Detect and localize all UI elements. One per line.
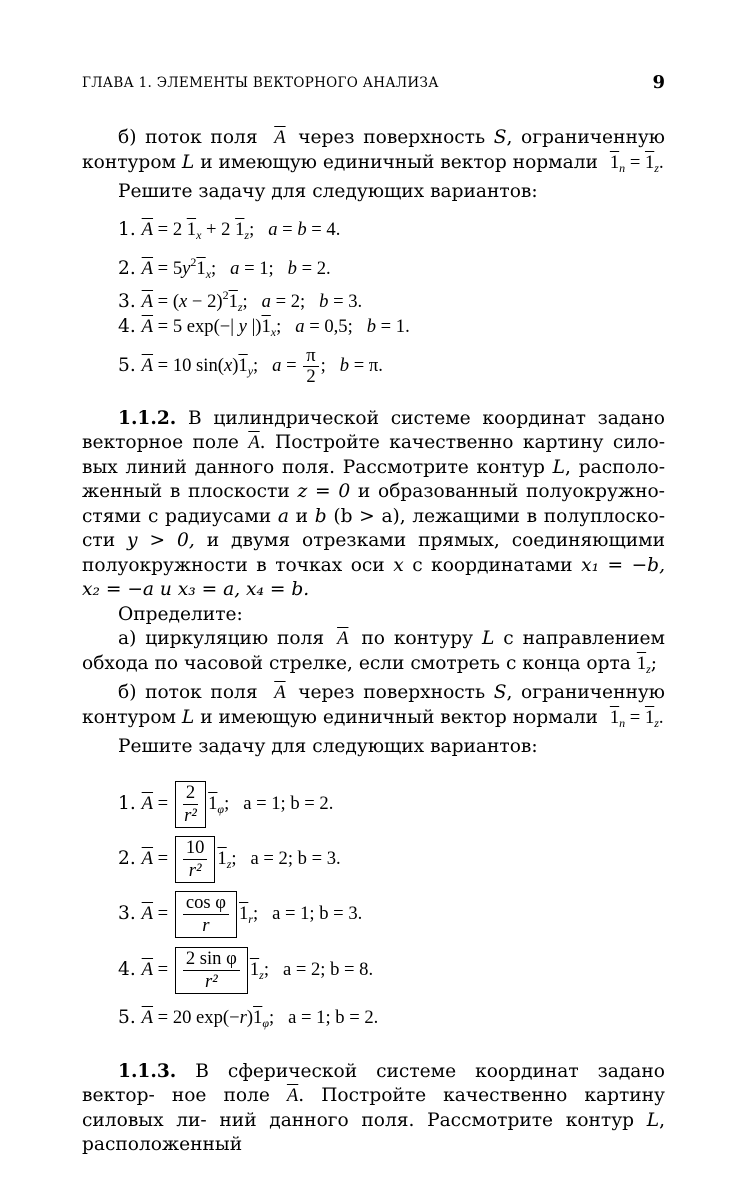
- fraction-numerator: cos φ: [183, 892, 229, 915]
- text-fragment: с координатами: [412, 554, 573, 576]
- text-fragment: , ограниченную: [506, 127, 665, 148]
- half-plane-condition: y > 0,: [127, 530, 195, 551]
- text-fragment: обхода по часовой стрелке, если смотреть с конца орта: [82, 652, 631, 674]
- text-fragment: через поверхность: [298, 127, 486, 148]
- plane-equation: z = 0: [297, 481, 351, 502]
- text-fragment: с направлением: [503, 628, 665, 649]
- text-fragment: а) циркуляцию поля: [118, 628, 325, 649]
- variant-1-3: [82, 279, 665, 314]
- text-fragment: и образованный полуокружно-: [357, 481, 665, 502]
- text-fragment: . Постройте качественно картину силовых ли-: [82, 1085, 665, 1131]
- text-fragment: (b > a), лежащими в полуплоско-: [333, 505, 665, 527]
- variant-params: a = 1; b = 2.: [243, 792, 334, 814]
- text-fragment: по контуру: [361, 628, 474, 649]
- text-fragment: В цилиндрической системе координат задано: [187, 407, 665, 429]
- variant-number: 4.: [118, 958, 136, 980]
- variant-expression: $\overline{A}$ = $\frac{2}{\text{r²}}$ $1_\varphi$; a = 1; b = 2.: [141, 781, 334, 826]
- variant-expression: $\overline{A}$ = $\frac{\text{cos φ}}{r}$ $1_r$; a = 1; b = 3.: [141, 891, 363, 936]
- variant-expression: $\overline{A} = 20$ $\exp(-r)1_\varphi$; a = 1; b = 2.: [141, 1006, 379, 1030]
- period: .: [658, 151, 664, 173]
- variant-number: 4.: [118, 315, 136, 337]
- variant-expression: $\overline{A}$ = $\frac{10}{\text{r²}}$ $1_z$; a = 2; b = 3.: [141, 836, 341, 881]
- text-fragment: стями с радиусами: [82, 505, 272, 527]
- contour-L: L: [181, 151, 195, 173]
- text-fragment: через поверхность: [298, 682, 486, 703]
- unit-subscript: r: [248, 911, 253, 926]
- fraction-numerator: 2 sin φ: [183, 948, 240, 971]
- problem-1-1-3: [82, 1060, 665, 1158]
- normal-equation: $1_n = 1_z$.: [609, 706, 664, 730]
- text-fragment: б) поток поля: [118, 682, 258, 703]
- vector-A: $\overline{A}$: [248, 432, 260, 453]
- text-fragment: В сферической системе координат задано вектор-: [82, 1060, 665, 1106]
- problem-number: 1.1.3.: [118, 1060, 177, 1082]
- text-fragment: ное поле: [171, 1085, 270, 1106]
- radius-b: b: [314, 505, 327, 527]
- variant-number: 3.: [118, 290, 136, 312]
- vector-A: $\overline{A}$: [337, 628, 349, 649]
- problem-1-1-3-text: [82, 1060, 665, 1158]
- variants-list-1: [82, 215, 665, 389]
- problem-1-1-2: [82, 407, 665, 760]
- variant-number: 1.: [118, 792, 136, 814]
- problem-number: 1.1.2.: [118, 407, 177, 429]
- variant-params: a = 1; b = 2.: [288, 1006, 379, 1028]
- variant-1-2: [82, 245, 665, 279]
- bracket: [175, 891, 237, 938]
- variant-2-3: [82, 886, 665, 942]
- vector-A: $\overline{A}$: [286, 1085, 299, 1106]
- part-b-flux-1-line1: [82, 126, 665, 151]
- unit-subscript: z: [226, 856, 232, 871]
- problem-1-1-2-text: [82, 407, 665, 603]
- text-fragment: женный в плоскости: [82, 481, 290, 502]
- radius-a: a: [277, 505, 289, 527]
- text-fragment: сти: [82, 530, 116, 551]
- variant-expression: $\overline{A} = (x - 2)^21_z$; a = 2; b = 3.: [141, 287, 363, 314]
- page-number: 9: [652, 72, 665, 93]
- vector-A: $\overline{A}$: [274, 127, 286, 148]
- equals-sign: =: [629, 151, 641, 173]
- variants-list-2: [82, 776, 665, 1038]
- fraction-denominator: r²: [184, 804, 197, 826]
- solve-instruction-1: Решите задачу для следующих вариантов:: [118, 181, 538, 202]
- variant-expression: $\overline{A} = 5$ exp(−| y $|)1_x$; a = 0,5; b = 1.: [141, 315, 410, 339]
- unit-vector: 1: [644, 151, 655, 173]
- variant-params: a = 1; b = 3.: [272, 902, 363, 924]
- text-fragment: полуокружности в точках оси: [82, 554, 385, 576]
- text-fragment: и двумя отрезками прямых, соединяющими: [206, 530, 665, 551]
- fraction-denominator: r²: [204, 970, 218, 992]
- variant-2-4: [82, 942, 665, 998]
- text-fragment: контуром: [82, 151, 176, 173]
- variant-2-2: [82, 832, 665, 886]
- variant-number: 1.: [118, 218, 136, 240]
- text-fragment: контуром: [82, 706, 176, 728]
- coordinate-x1: x₁ = −b,: [581, 554, 665, 576]
- variant-number: 3.: [118, 902, 136, 924]
- text-fragment: ний данного поля. Рассмотрите контур: [219, 1109, 635, 1131]
- semicolon: ;: [650, 652, 658, 674]
- variant-1-4: [82, 311, 665, 343]
- variant-params: a = 2; b = 3.: [250, 847, 341, 869]
- text-fragment: , расположенный: [82, 1109, 665, 1155]
- bracket: [175, 836, 216, 883]
- contour-L: L: [482, 628, 495, 649]
- page-body: [82, 126, 665, 1158]
- unit-subscript: z: [259, 967, 264, 982]
- fraction-denominator: r: [202, 914, 210, 936]
- surface-S: S: [493, 127, 507, 148]
- variant-1-1: [82, 215, 665, 245]
- contour-L: L: [181, 706, 195, 728]
- part-b-flux-2-line2: [82, 706, 665, 736]
- axis-x: x: [393, 554, 404, 576]
- text-fragment: , ограниченную: [506, 682, 665, 703]
- solve-instruction-2: Решите задачу для следующих вариантов:: [118, 736, 538, 757]
- variant-2-5: [82, 998, 665, 1038]
- text-fragment: и имеющую единичный вектор нормали: [200, 706, 598, 728]
- variant-expression: $\overline{A} = 2$ $1_x + 2$ $1_z$; a = b = 4.: [141, 218, 341, 242]
- surface-S: S: [493, 682, 507, 703]
- vector-A: $\overline{A}$: [274, 682, 286, 703]
- text-fragment: б) поток поля: [118, 127, 258, 148]
- fraction-denominator: r²: [188, 859, 202, 881]
- running-header: [82, 72, 665, 94]
- part-b-flux-2-line1: [82, 681, 665, 706]
- variant-number: 5.: [118, 354, 136, 376]
- variant-expression: $\overline{A} = 10$ $\sin(x)1_y$; a = $\frac{\pi}{2}$ ; b = π.: [141, 344, 383, 387]
- subscript: z: [654, 160, 659, 175]
- determine-label: Определите:: [118, 603, 243, 625]
- unit-vector: 1: [609, 151, 620, 173]
- fraction-numerator: 2: [183, 782, 198, 805]
- text-fragment: , располо-: [565, 456, 665, 478]
- contour-L: L: [552, 456, 566, 478]
- text-fragment: и имеющую единичный вектор нормали: [200, 151, 598, 173]
- unit-vector-z: $1_z$: [636, 652, 651, 676]
- coordinates-x2-x4: x₂ = −a и x₃ = a, x₄ = b.: [82, 579, 310, 600]
- bracket: [175, 947, 248, 994]
- part-b-flux-1-line2: [82, 151, 665, 181]
- contour-L: L: [646, 1109, 660, 1131]
- text-fragment: и: [295, 505, 309, 527]
- text-fragment: векторное поле: [82, 432, 239, 453]
- variant-number: 2.: [118, 257, 136, 279]
- text-fragment: . Постройте качественно картину сило-: [259, 432, 665, 453]
- variant-params: a = 2; b = 8.: [282, 958, 374, 980]
- part-a-circulation: [82, 627, 665, 681]
- text-fragment: вых линий данного поля. Рассмотрите контур: [82, 456, 545, 478]
- variant-1-5: [82, 343, 665, 389]
- normal-equation: [610, 152, 664, 173]
- variant-number: 5.: [118, 1006, 136, 1028]
- unit-subscript: φ: [217, 801, 225, 816]
- variant-number: 2.: [118, 847, 136, 869]
- chapter-title: ГЛАВА 1. ЭЛЕМЕНТЫ ВЕКТОРНОГО АНАЛИЗА: [82, 75, 439, 91]
- fraction-numerator: 10: [183, 837, 208, 860]
- subscript: n: [619, 160, 626, 175]
- variant-2-1: [82, 776, 665, 832]
- variant-expression: $\overline{A} = 5y^21_x$; a = 1; b = 2.: [141, 254, 331, 281]
- variant-expression: $\overline{A}$ = $\frac{\text{2 sin φ}}{\text{r²}}$ $1_z$; a = 2; b = 8.: [141, 947, 374, 992]
- bracket: [175, 781, 206, 828]
